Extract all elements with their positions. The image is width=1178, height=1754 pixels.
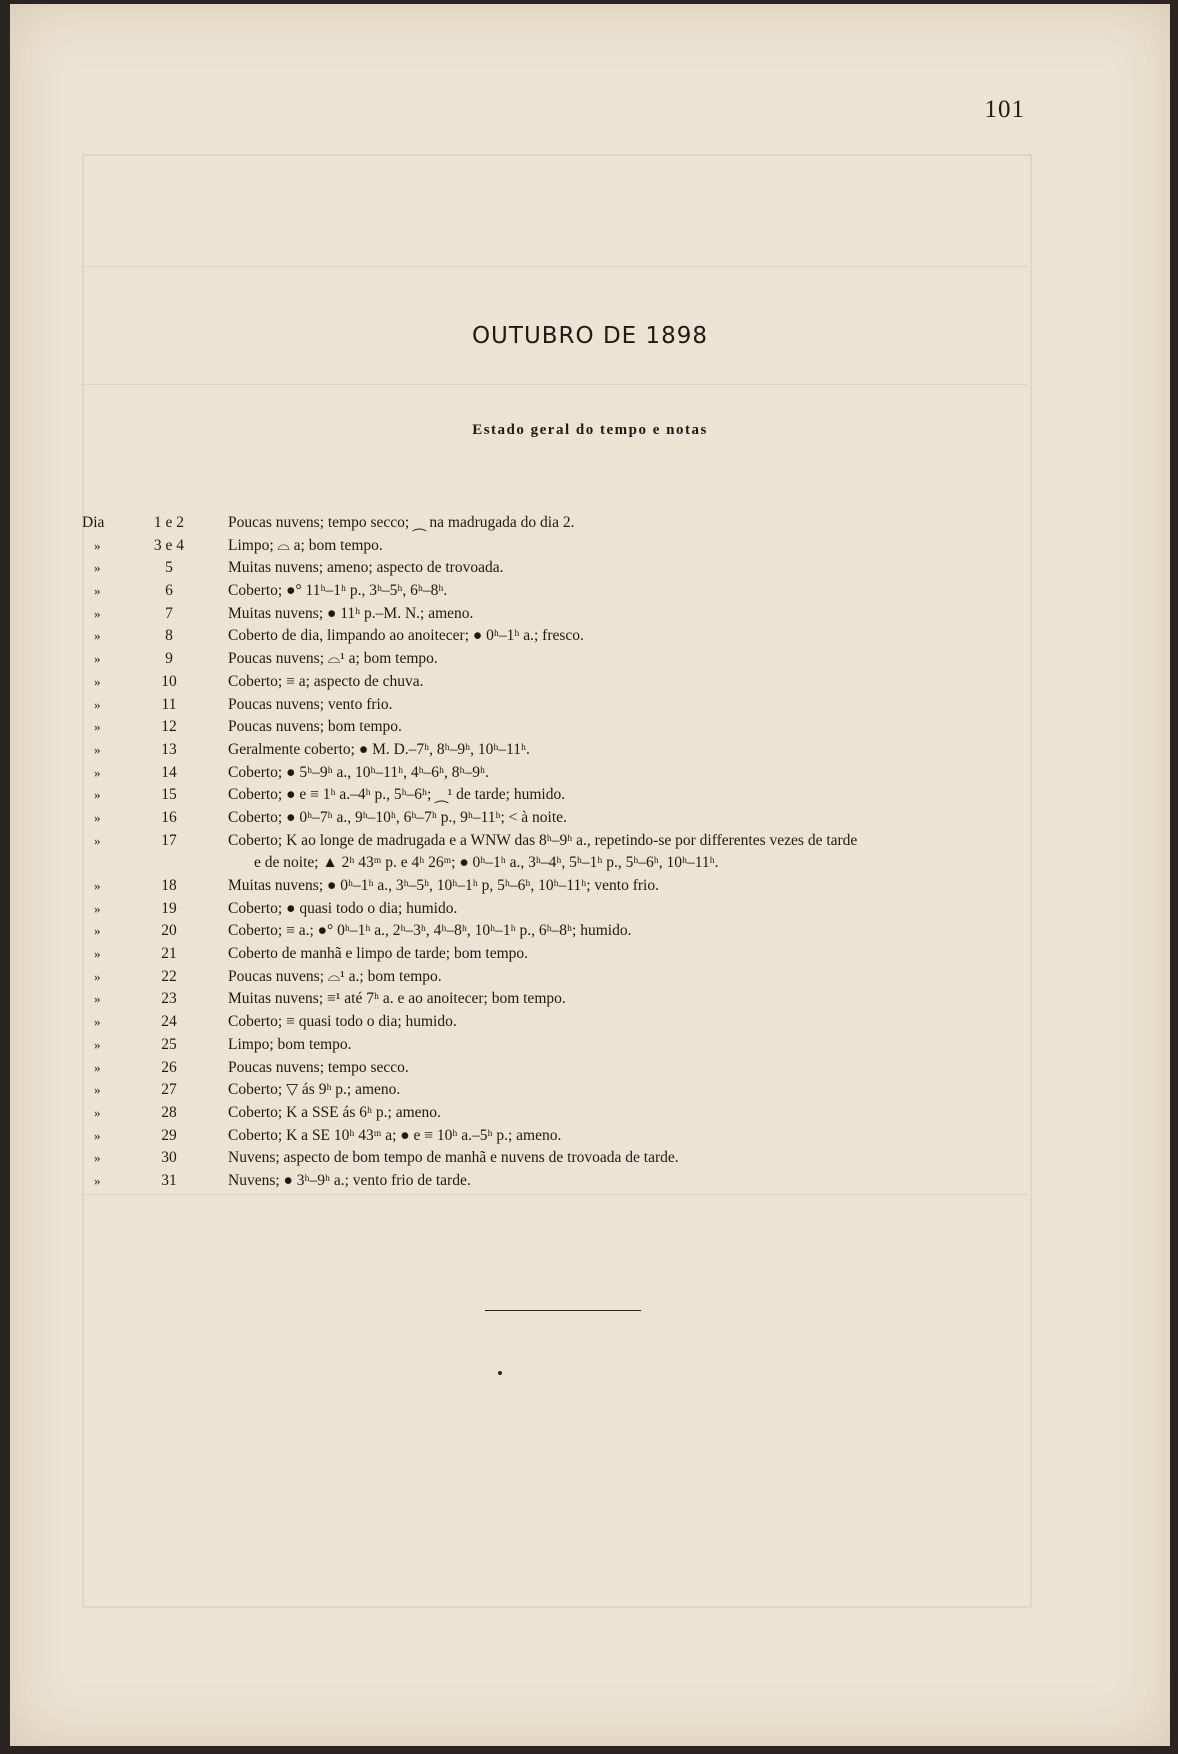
weather-note-text: Limpo; ⌓ a; bom tempo. [228,536,383,554]
ditto-mark: » [94,991,101,1007]
weather-note-text: Coberto; ● 0ʰ–7ʰ a., 9ʰ–10ʰ, 6ʰ–7ʰ p., 9ʰ–11ʰ; < à noite. [228,808,567,826]
day-number: 17 [161,831,177,849]
list-item [10,648,1170,671]
ditto-mark: » [94,583,101,599]
day-number: 24 [161,1013,177,1031]
closing-rule [485,1310,641,1311]
ditto-mark: » [94,673,101,689]
weather-note-text: Poucas nuvens; vento frio. [228,695,393,713]
weather-note-text: Coberto; ● e ≡ 1ʰ a.–4ʰ p., 5ʰ–6ʰ; ⁔¹ de tarde; humido. [228,786,566,804]
list-item [10,512,1170,535]
weather-note [228,875,1028,898]
weather-note [228,716,1028,739]
day-number: 7 [165,604,173,622]
weather-note-text: Coberto; ▽ ás 9ʰ p.; ameno. [228,1081,401,1099]
weather-note [228,557,1028,580]
list-item [10,1125,1170,1148]
weather-note [228,898,1028,921]
ditto-mark: » [94,900,101,916]
ditto-mark: » [94,809,101,825]
list-item [10,920,1170,943]
weather-note [228,807,1028,830]
ditto-mark: » [94,832,101,848]
weather-note-text: Muitas nuvens; ● 11ʰ p.–M. N.; ameno. [228,604,474,622]
weather-note-text: Coberto; ● quasi todo o dia; humido. [228,899,458,917]
day-number: 19 [161,899,177,917]
weather-note [228,1011,1028,1034]
day-number: 16 [161,808,177,826]
list-item [10,830,1170,875]
weather-note [228,784,1028,807]
weather-note [228,1102,1028,1125]
weather-note [228,580,1028,603]
ditto-mark: » [94,1104,101,1120]
ditto-mark: » [94,651,101,667]
weather-note-text: Coberto de dia, limpando ao anoitecer; ● 0ʰ–1ʰ a.; fresco. [228,627,584,645]
weather-notes-list [10,512,1170,1193]
day-number: 10 [161,672,177,690]
ditto-mark: » [94,1150,101,1166]
ditto-mark: » [94,764,101,780]
list-item [10,694,1170,717]
weather-note [228,762,1028,785]
weather-note [228,1079,1028,1102]
list-item [10,535,1170,558]
day-label: Dia [82,514,105,531]
ditto-mark: » [94,605,101,621]
weather-note-continuation: e de noite; ▲ 2ʰ 43ᵐ p. e 4ʰ 26ᵐ; ● 0ʰ–1ʰ a., 3ʰ–4ʰ, 5ʰ–1ʰ p., 5ʰ–6ʰ, 10ʰ–11ʰ. [254,854,719,872]
day-number: 30 [161,1149,177,1167]
show-through-line [82,384,1028,385]
day-number: 9 [165,650,173,668]
section-subtitle: Estado geral do tempo e notas [472,422,708,438]
ditto-mark: » [94,560,101,576]
weather-note-text: Coberto; K ao longe de madrugada e a WNW das 8ʰ–9ʰ a., repetindo-se por differentes vezes de tarde [228,831,858,849]
list-item [10,966,1170,989]
weather-note [228,943,1028,966]
page-number: 101 [984,96,1025,123]
list-item [10,1057,1170,1080]
list-item [10,1102,1170,1125]
day-number: 1 e 2 [153,514,185,531]
ditto-mark: » [94,1059,101,1075]
weather-note [228,1170,1028,1193]
weather-note [228,1057,1028,1080]
day-number: 11 [161,695,177,713]
list-item [10,875,1170,898]
day-number: 12 [161,718,177,736]
list-item [10,762,1170,785]
list-item [10,739,1170,762]
weather-note [228,512,1028,535]
list-item [10,603,1170,626]
weather-note-text: Coberto de manhã e limpo de tarde; bom tempo. [228,945,529,963]
weather-note [228,671,1028,694]
day-number: 29 [161,1126,177,1144]
ditto-mark: » [94,1014,101,1030]
day-number: 31 [161,1171,177,1189]
weather-note [228,988,1028,1011]
day-number: 23 [161,990,177,1008]
day-number: 28 [161,1103,177,1121]
list-item [10,807,1170,830]
ditto-mark: » [94,1036,101,1052]
ditto-mark: » [94,628,101,644]
weather-note [228,966,1028,989]
list-item [10,716,1170,739]
day-number: 27 [161,1081,177,1099]
day-number: 8 [165,627,173,645]
weather-note [228,625,1028,648]
ditto-mark: » [94,878,101,894]
weather-note [228,739,1028,762]
weather-note-text: Poucas nuvens; ⌓¹ a; bom tempo. [228,650,438,668]
list-item [10,988,1170,1011]
weather-note-text: Geralmente coberto; ● M. D.–7ʰ, 8ʰ–9ʰ, 10ʰ–11ʰ. [228,740,530,758]
day-number: 6 [165,582,173,600]
day-number: 22 [161,967,177,985]
ditto-mark: » [94,537,101,553]
day-number: 14 [161,763,177,781]
weather-note-text: Poucas nuvens; bom tempo. [228,718,402,736]
weather-note-text: Muitas nuvens; ≡¹ até 7ʰ a. e ao anoitecer; bom tempo. [228,990,566,1008]
weather-note-text: Coberto; ≡ quasi todo o dia; humido. [228,1013,457,1031]
day-number: 3 e 4 [153,536,185,554]
weather-note [228,535,1028,558]
weather-note [228,1147,1028,1170]
weather-note [228,1125,1028,1148]
ditto-mark: » [94,923,101,939]
ditto-mark: » [94,1172,101,1188]
list-item [10,898,1170,921]
day-number: 5 [165,559,173,577]
weather-note-text: Poucas nuvens; tempo secco; ⁔ na madrugada do dia 2. [228,514,575,531]
weather-note [228,830,1028,875]
ditto-mark: » [94,968,101,984]
weather-note-text: Poucas nuvens; ⌓¹ a.; bom tempo. [228,967,442,985]
printer-mark [498,1371,502,1375]
ditto-mark: » [94,741,101,757]
list-item [10,1034,1170,1057]
weather-note-text: Coberto; ≡ a.; ●° 0ʰ–1ʰ a., 2ʰ–3ʰ, 4ʰ–8ʰ, 10ʰ–1ʰ p., 6ʰ–8ʰ; humido. [228,922,632,940]
day-number: 25 [161,1035,177,1053]
weather-note-text: Coberto; ≡ a; aspecto de chuva. [228,672,424,690]
weather-note-text: Muitas nuvens; ameno; aspecto de trovoada. [228,559,504,577]
day-number: 26 [161,1058,177,1076]
weather-note [228,648,1028,671]
page-title: OUTUBRO DE 1898 [471,323,709,349]
list-item [10,671,1170,694]
list-item [10,1147,1170,1170]
weather-note-text: Coberto; K a SSE ás 6ʰ p.; ameno. [228,1103,441,1121]
weather-note-text: Nuvens; ● 3ʰ–9ʰ a.; vento frio de tarde. [228,1171,471,1189]
weather-note-text: Coberto; ● 5ʰ–9ʰ a., 10ʰ–11ʰ, 4ʰ–6ʰ, 8ʰ–9ʰ. [228,763,489,781]
weather-note-text: Muitas nuvens; ● 0ʰ–1ʰ a., 3ʰ–5ʰ, 10ʰ–1ʰ p, 5ʰ–6ʰ, 10ʰ–11ʰ; vento frio. [228,877,659,895]
list-item [10,1079,1170,1102]
list-item [10,1170,1170,1193]
show-through-line [82,266,1028,267]
weather-note-text: Coberto; ●° 11ʰ–1ʰ p., 3ʰ–5ʰ, 6ʰ–8ʰ. [228,582,448,600]
ditto-mark: » [94,1127,101,1143]
weather-note [228,603,1028,626]
list-item [10,557,1170,580]
show-through-line [82,1194,1028,1195]
page [10,4,1170,1746]
list-item [10,625,1170,648]
day-number: 13 [161,740,177,758]
weather-note [228,694,1028,717]
weather-note-text: Poucas nuvens; tempo secco. [228,1058,409,1076]
ditto-mark: » [94,946,101,962]
list-item [10,784,1170,807]
list-item [10,1011,1170,1034]
list-item [10,943,1170,966]
ditto-mark: » [94,696,101,712]
weather-note-text: Limpo; bom tempo. [228,1035,352,1053]
day-number: 20 [161,922,177,940]
weather-note [228,920,1028,943]
weather-note-text: Nuvens; aspecto de bom tempo de manhã e nuvens de trovoada de tarde. [228,1149,679,1167]
day-number: 18 [161,877,177,895]
day-number: 15 [161,786,177,804]
day-number: 21 [161,945,177,963]
ditto-mark: » [94,1082,101,1098]
weather-note-text: Coberto; K a SE 10ʰ 43ᵐ a; ● e ≡ 10ʰ a.–5ʰ p.; ameno. [228,1126,562,1144]
ditto-mark: » [94,787,101,803]
ditto-mark: » [94,719,101,735]
list-item [10,580,1170,603]
weather-note [228,1034,1028,1057]
